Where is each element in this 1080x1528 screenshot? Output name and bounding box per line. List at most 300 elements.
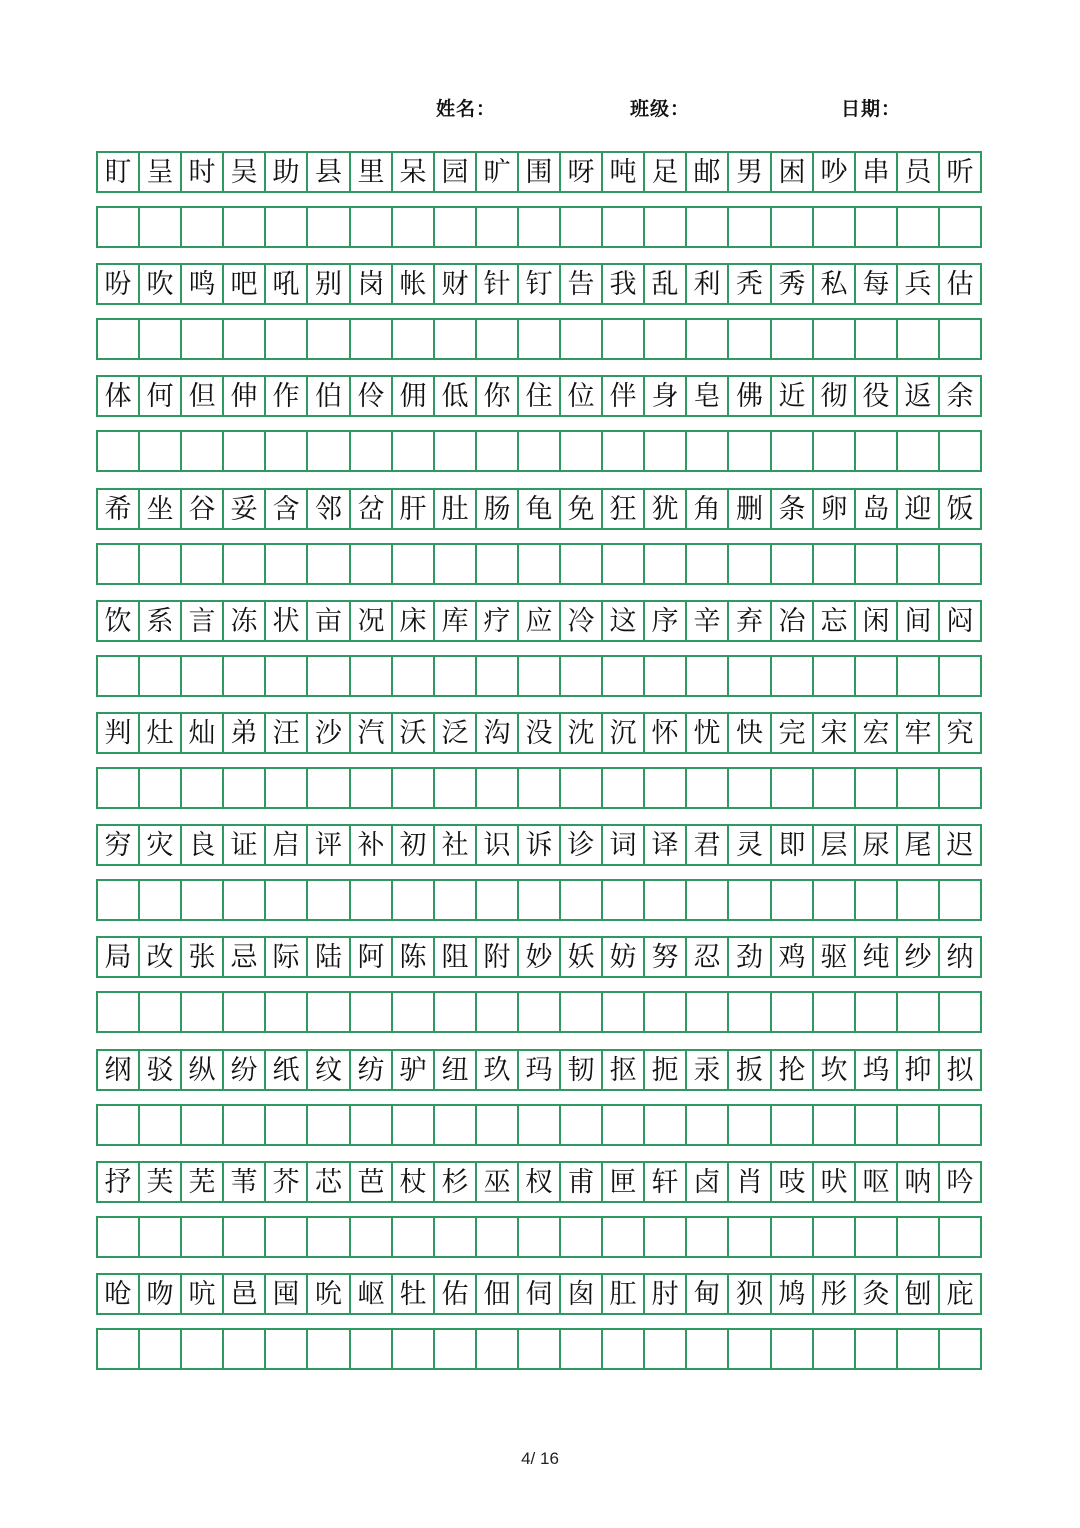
practice-cell (391, 430, 435, 472)
practice-cell (475, 543, 519, 585)
practice-cell (854, 1328, 898, 1370)
practice-cell (349, 879, 393, 921)
practice-cell (643, 543, 687, 585)
practice-cell (727, 543, 772, 585)
character-cell: 邑 (222, 1273, 266, 1315)
character-cell: 秃 (727, 263, 772, 305)
character-cell: 证 (222, 824, 266, 866)
character-cell: 每 (854, 263, 898, 305)
practice-cell (475, 206, 519, 248)
practice-cell (475, 1104, 519, 1146)
character-cell: 呕 (854, 1161, 898, 1203)
practice-cell (138, 1216, 182, 1258)
practice-cell (222, 430, 266, 472)
character-cell: 灸 (854, 1273, 898, 1315)
practice-cell (306, 879, 351, 921)
practice-cell (770, 879, 814, 921)
practice-cell (559, 767, 603, 809)
character-cell: 诉 (517, 824, 561, 866)
practice-cell (770, 991, 814, 1033)
character-cell: 狈 (727, 1273, 772, 1315)
practice-cell (306, 543, 351, 585)
character-cell: 秀 (770, 263, 814, 305)
character-cell: 纲 (96, 1049, 140, 1091)
character-cell: 妖 (559, 936, 603, 978)
practice-cell (896, 1216, 940, 1258)
practice-cell (138, 879, 182, 921)
practice-cell (96, 206, 140, 248)
character-cell: 财 (433, 263, 477, 305)
character-cell: 改 (138, 936, 182, 978)
practice-cell (306, 1104, 351, 1146)
practice-cell (433, 543, 477, 585)
practice-cell (222, 879, 266, 921)
practice-cell (559, 430, 603, 472)
practice-cell (896, 1328, 940, 1370)
character-cell: 抒 (96, 1161, 140, 1203)
character-cell: 狂 (601, 488, 645, 530)
practice-cell (306, 1216, 351, 1258)
practice-cell (96, 1328, 140, 1370)
character-cell: 告 (559, 263, 603, 305)
character-cell: 估 (938, 263, 982, 305)
character-cell: 坎 (812, 1049, 856, 1091)
practice-cell (727, 206, 772, 248)
practice-cell (938, 318, 982, 360)
practice-cell (517, 1328, 561, 1370)
character-cell: 汪 (264, 712, 308, 754)
character-cell: 诊 (559, 824, 603, 866)
character-cell: 怀 (643, 712, 687, 754)
character-cell: 但 (180, 375, 224, 417)
practice-cell (727, 1104, 772, 1146)
practice-cell (264, 1328, 308, 1370)
practice-cell (222, 318, 266, 360)
practice-cell (685, 1216, 729, 1258)
character-cell: 弟 (222, 712, 266, 754)
practice-cell (559, 879, 603, 921)
practice-cell (938, 1104, 982, 1146)
name-label: 姓名： (436, 98, 497, 120)
character-cell: 扼 (643, 1049, 687, 1091)
practice-cell (601, 879, 645, 921)
character-cell: 努 (643, 936, 687, 978)
character-cell: 呀 (559, 151, 603, 193)
practice-cell (727, 655, 772, 697)
practice-cell (559, 655, 603, 697)
practice-cell (685, 430, 729, 472)
practice-cell (475, 991, 519, 1033)
character-cell: 伯 (306, 375, 351, 417)
practice-cell (854, 655, 898, 697)
practice-cell (222, 543, 266, 585)
character-cell: 亩 (306, 600, 351, 642)
character-cell: 拟 (938, 1049, 982, 1091)
character-cell: 住 (517, 375, 561, 417)
character-cell: 宋 (812, 712, 856, 754)
practice-cell (433, 206, 477, 248)
character-cell: 闷 (938, 600, 982, 642)
practice-cell (222, 655, 266, 697)
character-cell: 何 (138, 375, 182, 417)
practice-cell (391, 1328, 435, 1370)
character-cell: 芥 (264, 1161, 308, 1203)
character-cell: 冻 (222, 600, 266, 642)
character-cell: 作 (264, 375, 308, 417)
character-cell: 忌 (222, 936, 266, 978)
character-cell: 吹 (138, 263, 182, 305)
character-cell: 鸠 (770, 1273, 814, 1315)
character-cell: 呈 (138, 151, 182, 193)
character-cell: 吨 (601, 151, 645, 193)
practice-cell (896, 655, 940, 697)
character-cell: 灿 (180, 712, 224, 754)
practice-cell (222, 206, 266, 248)
character-cell: 妨 (601, 936, 645, 978)
practice-cell (349, 1216, 393, 1258)
character-cell: 附 (475, 936, 519, 978)
practice-cell (391, 318, 435, 360)
character-cell: 含 (264, 488, 308, 530)
character-cell: 串 (854, 151, 898, 193)
practice-cell (306, 318, 351, 360)
practice-cell (896, 1104, 940, 1146)
practice-cell (264, 879, 308, 921)
character-cell: 低 (433, 375, 477, 417)
practice-cell (812, 767, 856, 809)
character-cell: 纵 (180, 1049, 224, 1091)
practice-cell (938, 879, 982, 921)
character-cell: 囤 (264, 1273, 308, 1315)
character-cell: 究 (938, 712, 982, 754)
character-cell: 饮 (96, 600, 140, 642)
character-cell: 佛 (727, 375, 772, 417)
character-cell: 吩 (96, 263, 140, 305)
practice-cell (96, 655, 140, 697)
character-cell: 劲 (727, 936, 772, 978)
practice-cell (391, 767, 435, 809)
character-cell: 肖 (727, 1161, 772, 1203)
character-cell: 冶 (770, 600, 814, 642)
character-cell: 库 (433, 600, 477, 642)
character-cell: 庇 (938, 1273, 982, 1315)
practice-cell (643, 991, 687, 1033)
practice-cell (349, 991, 393, 1033)
practice-cell (685, 655, 729, 697)
character-cell: 县 (306, 151, 351, 193)
character-cell: 灾 (138, 824, 182, 866)
practice-cell (559, 1104, 603, 1146)
character-cell: 岛 (854, 488, 898, 530)
practice-cell (475, 1216, 519, 1258)
character-cell: 辛 (685, 600, 729, 642)
character-cell: 芯 (306, 1161, 351, 1203)
character-cell: 忍 (685, 936, 729, 978)
practice-cell (727, 430, 772, 472)
character-cell: 你 (475, 375, 519, 417)
practice-cell (601, 767, 645, 809)
character-cell: 卤 (685, 1161, 729, 1203)
character-cell: 闲 (854, 600, 898, 642)
character-cell: 吱 (770, 1161, 814, 1203)
practice-cell (601, 655, 645, 697)
practice-cell (812, 430, 856, 472)
practice-cell (685, 1328, 729, 1370)
character-cell: 岔 (349, 488, 393, 530)
practice-cell (517, 767, 561, 809)
practice-cell (96, 1216, 140, 1258)
practice-cell (517, 543, 561, 585)
practice-cell (559, 543, 603, 585)
practice-cell (180, 655, 224, 697)
practice-cell (264, 655, 308, 697)
character-cell: 乱 (643, 263, 687, 305)
character-cell: 佣 (391, 375, 435, 417)
character-cell: 纯 (854, 936, 898, 978)
practice-cell (812, 1104, 856, 1146)
practice-cell (727, 767, 772, 809)
character-cell: 巫 (475, 1161, 519, 1203)
character-cell: 呆 (391, 151, 435, 193)
character-cell: 盯 (96, 151, 140, 193)
practice-cell (349, 318, 393, 360)
practice-cell (96, 318, 140, 360)
practice-cell (222, 1328, 266, 1370)
character-cell: 役 (854, 375, 898, 417)
practice-cell (96, 879, 140, 921)
practice-cell (391, 991, 435, 1033)
character-cell: 词 (601, 824, 645, 866)
practice-cell (433, 1328, 477, 1370)
character-cell: 男 (727, 151, 772, 193)
practice-cell (391, 1216, 435, 1258)
character-cell: 层 (812, 824, 856, 866)
practice-cell (264, 430, 308, 472)
character-cell: 呛 (96, 1273, 140, 1315)
character-cell: 针 (475, 263, 519, 305)
character-cell: 韧 (559, 1049, 603, 1091)
character-cell: 冷 (559, 600, 603, 642)
character-cell: 饭 (938, 488, 982, 530)
practice-cell (938, 430, 982, 472)
character-cell: 肘 (643, 1273, 687, 1315)
practice-cell (222, 991, 266, 1033)
practice-cell (601, 543, 645, 585)
practice-cell (938, 655, 982, 697)
practice-cell (812, 1328, 856, 1370)
character-cell: 迎 (896, 488, 940, 530)
practice-cell (643, 318, 687, 360)
practice-cell (938, 543, 982, 585)
character-cell: 驳 (138, 1049, 182, 1091)
character-cell: 快 (727, 712, 772, 754)
character-cell: 私 (812, 263, 856, 305)
character-cell: 泛 (433, 712, 477, 754)
character-cell: 伸 (222, 375, 266, 417)
character-cell: 牡 (391, 1273, 435, 1315)
character-cell: 张 (180, 936, 224, 978)
character-cell: 阻 (433, 936, 477, 978)
practice-cell (349, 543, 393, 585)
character-cell: 吧 (222, 263, 266, 305)
character-cell: 忘 (812, 600, 856, 642)
character-cell: 状 (264, 600, 308, 642)
practice-cell (475, 430, 519, 472)
character-cell: 纷 (222, 1049, 266, 1091)
character-cell: 抠 (601, 1049, 645, 1091)
character-cell: 里 (349, 151, 393, 193)
practice-cell (896, 879, 940, 921)
character-cell: 驴 (391, 1049, 435, 1091)
character-cell: 汞 (685, 1049, 729, 1091)
character-cell: 岗 (349, 263, 393, 305)
character-cell: 删 (727, 488, 772, 530)
character-cell: 龟 (517, 488, 561, 530)
character-cell: 灵 (727, 824, 772, 866)
practice-cell (601, 206, 645, 248)
character-cell: 员 (896, 151, 940, 193)
character-cell: 妥 (222, 488, 266, 530)
character-cell: 围 (517, 151, 561, 193)
practice-cell (306, 430, 351, 472)
character-cell: 弃 (727, 600, 772, 642)
character-cell: 尾 (896, 824, 940, 866)
practice-cell (685, 879, 729, 921)
character-cell: 岖 (349, 1273, 393, 1315)
character-cell: 返 (896, 375, 940, 417)
date-label: 日期： (841, 98, 902, 120)
character-cell: 杈 (517, 1161, 561, 1203)
practice-cell (433, 991, 477, 1033)
practice-cell (517, 1216, 561, 1258)
practice-cell (306, 206, 351, 248)
practice-cell (896, 430, 940, 472)
practice-cell (433, 430, 477, 472)
practice-cell (643, 1328, 687, 1370)
practice-cell (180, 1104, 224, 1146)
practice-cell (475, 767, 519, 809)
practice-cell (349, 206, 393, 248)
practice-cell (727, 1216, 772, 1258)
practice-cell (643, 206, 687, 248)
practice-cell (391, 206, 435, 248)
practice-cell (812, 318, 856, 360)
character-cell: 尿 (854, 824, 898, 866)
character-cell: 芭 (349, 1161, 393, 1203)
practice-cell (222, 1104, 266, 1146)
practice-cell (475, 655, 519, 697)
practice-cell (643, 430, 687, 472)
character-cell: 旷 (475, 151, 519, 193)
character-cell: 玛 (517, 1049, 561, 1091)
practice-cell (96, 430, 140, 472)
character-cell: 甸 (685, 1273, 729, 1315)
character-cell: 困 (770, 151, 814, 193)
practice-cell (391, 655, 435, 697)
practice-cell (854, 991, 898, 1033)
character-cell: 沙 (306, 712, 351, 754)
practice-cell (643, 1104, 687, 1146)
character-cell: 刨 (896, 1273, 940, 1315)
practice-cell (433, 655, 477, 697)
character-cell: 抑 (896, 1049, 940, 1091)
character-cell: 彻 (812, 375, 856, 417)
practice-cell (854, 318, 898, 360)
character-cell: 这 (601, 600, 645, 642)
character-cell: 匣 (601, 1161, 645, 1203)
character-cell: 肛 (601, 1273, 645, 1315)
practice-cell (685, 1104, 729, 1146)
practice-cell (96, 767, 140, 809)
character-cell: 苇 (222, 1161, 266, 1203)
character-cell: 兵 (896, 263, 940, 305)
character-cell: 肚 (433, 488, 477, 530)
character-cell: 际 (264, 936, 308, 978)
character-cell: 沈 (559, 712, 603, 754)
character-cell: 芜 (180, 1161, 224, 1203)
character-cell: 吟 (938, 1161, 982, 1203)
practice-cell (517, 991, 561, 1033)
practice-cell (349, 767, 393, 809)
character-cell: 初 (391, 824, 435, 866)
practice-cell (349, 1104, 393, 1146)
practice-cell (349, 655, 393, 697)
practice-cell (138, 430, 182, 472)
practice-cell (433, 879, 477, 921)
practice-cell (896, 767, 940, 809)
practice-cell (517, 430, 561, 472)
practice-cell (812, 1216, 856, 1258)
practice-cell (96, 543, 140, 585)
character-cell: 芙 (138, 1161, 182, 1203)
practice-cell (180, 430, 224, 472)
practice-cell (559, 1328, 603, 1370)
character-cell: 言 (180, 600, 224, 642)
practice-cell (770, 1104, 814, 1146)
character-cell: 译 (643, 824, 687, 866)
practice-cell (770, 206, 814, 248)
character-cell: 坞 (854, 1049, 898, 1091)
character-cell: 角 (685, 488, 729, 530)
character-cell: 完 (770, 712, 814, 754)
character-cell: 即 (770, 824, 814, 866)
character-cell: 余 (938, 375, 982, 417)
character-cell: 纹 (306, 1049, 351, 1091)
character-cell: 扳 (727, 1049, 772, 1091)
practice-cell (896, 206, 940, 248)
character-cell: 时 (180, 151, 224, 193)
character-cell: 邻 (306, 488, 351, 530)
character-cell: 良 (180, 824, 224, 866)
practice-cell (264, 543, 308, 585)
character-cell: 利 (685, 263, 729, 305)
practice-cell (854, 543, 898, 585)
practice-cell (433, 318, 477, 360)
practice-cell (180, 543, 224, 585)
character-cell: 陆 (306, 936, 351, 978)
practice-cell (770, 1216, 814, 1258)
character-cell: 穷 (96, 824, 140, 866)
practice-cell (685, 318, 729, 360)
practice-cell (433, 767, 477, 809)
character-cell: 况 (349, 600, 393, 642)
practice-cell (770, 655, 814, 697)
character-cell: 杉 (433, 1161, 477, 1203)
practice-cell (138, 543, 182, 585)
practice-cell (264, 767, 308, 809)
practice-cell (180, 767, 224, 809)
character-cell: 补 (349, 824, 393, 866)
